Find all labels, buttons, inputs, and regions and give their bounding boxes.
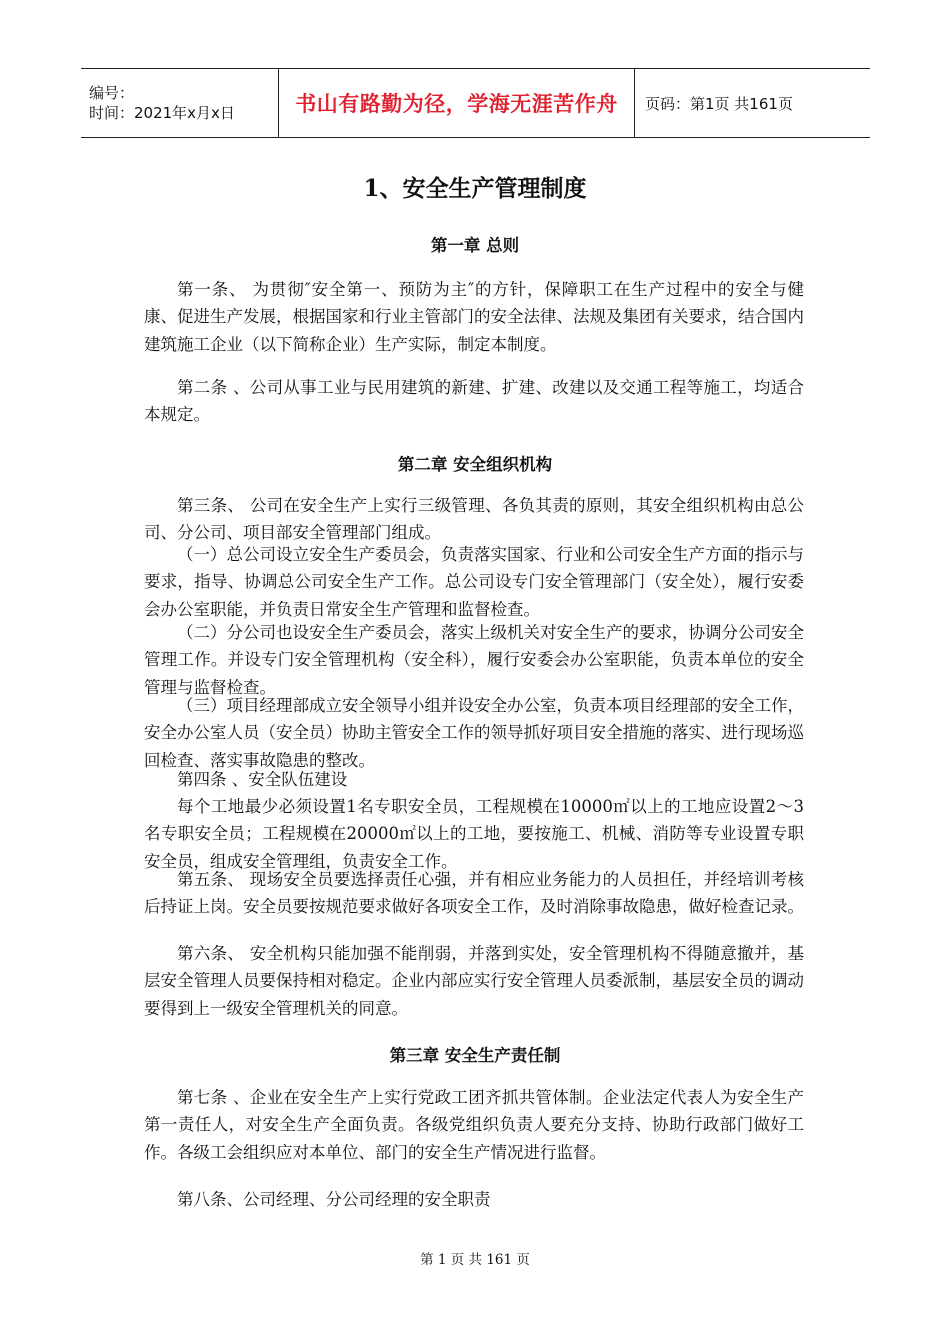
header-motto: 书山有路勤为径，学海无涯苦作舟 [295, 92, 618, 116]
page-header-table [81, 68, 870, 138]
article-4-body: 每个工地最少必须设置1名专职安全员，工程规模在10000㎡以上的工地应设置2～3名专职安全员；工程规模在20000㎡以上的工地，要按施工、机械、消防等专业设置专职安全员，组成安全管理组，负责安全工作。 [144, 797, 804, 871]
article-3-item-3: （三）项目经理部成立安全领导小组并设安全办公室，负责本项目经理部的安全工作，安全办公室人员（安全员）协助主管安全工作的领导抓好项目安全措施的落实、进行现场巡回检查、落实事故隐患的整改。 [144, 696, 804, 770]
article-6: 第六条、 安全机构只能加强不能削弱，并落到实处，安全管理机构不得随意撤并，基层安全管理人员要保持相对稳定。企业内部应实行安全管理人员委派制，基层安全员的调动要得到上一级安全管理机关的同意。 [144, 944, 804, 1018]
document-number-label: 编号： [89, 84, 135, 102]
document-title: 1、安全生产管理制度 [363, 175, 587, 202]
article-3: 第三条、 公司在安全生产上实行三级管理、各负其责的原则，其安全组织机构由总公司、分公司、项目部安全管理部门组成。 [144, 496, 804, 543]
header-page-number: 页码：第1页 共161页 [645, 94, 793, 113]
header-page-cell [635, 69, 870, 137]
chapter-heading-2: 第二章 安全组织机构 [397, 455, 553, 474]
article-8: 第八条、公司经理、分公司经理的安全职责 [177, 1190, 491, 1209]
header-motto-cell [279, 69, 635, 137]
article-1: 第一条、 为贯彻″安全第一、预防为主″的方针，保障职工在生产过程中的安全与健康、促进生产发展，根据国家和行业主管部门的安全法律、法规及集团有关要求，结合国内建筑施工企业（以下简称企业）生产实际，制定本制度。 [144, 280, 804, 354]
article-3-item-2: （二）分公司也设安全生产委员会，落实上级机关对安全生产的要求，协调分公司安全管理工作。并设专门安全管理机构（安全科），履行安委会办公室职能，负责本单位的安全管理与监督检查。 [144, 623, 804, 697]
article-2: 第二条 、公司从事工业与民用建筑的新建、扩建、改建以及交通工程等施工，均适合本规定。 [144, 378, 804, 425]
article-4: 第四条 、安全队伍建设 [177, 770, 348, 789]
chapter-heading-1: 第一章 总则 [430, 236, 520, 255]
page-footer: 第 1 页 共 161 页 [420, 1252, 530, 1268]
chapter-heading-3: 第三章 安全生产责任制 [389, 1046, 561, 1065]
article-5: 第五条、 现场安全员要选择责任心强，并有相应业务能力的人员担任，并经培训考核后持证上岗。安全员要按规范要求做好各项安全工作，及时消除事故隐患，做好检查记录。 [144, 870, 804, 917]
document-date-label: 时间：2021年x月x日 [89, 104, 235, 122]
header-info-cell [81, 69, 279, 137]
article-3-item-1: （一）总公司设立安全生产委员会，负责落实国家、行业和公司安全生产方面的指示与要求，指导、协调总公司安全生产工作。总公司设专门安全管理部门（安全处），履行安委会办公室职能，并负责日常安全生产管理和监督检查。 [144, 545, 804, 619]
article-7: 第七条 、企业在安全生产上实行党政工团齐抓共管体制。企业法定代表人为安全生产第一责任人，对安全生产全面负责。各级党组织负责人要充分支持、协助行政部门做好工作。各级工会组织应对本单位、部门的安全生产情况进行监督。 [144, 1088, 804, 1162]
